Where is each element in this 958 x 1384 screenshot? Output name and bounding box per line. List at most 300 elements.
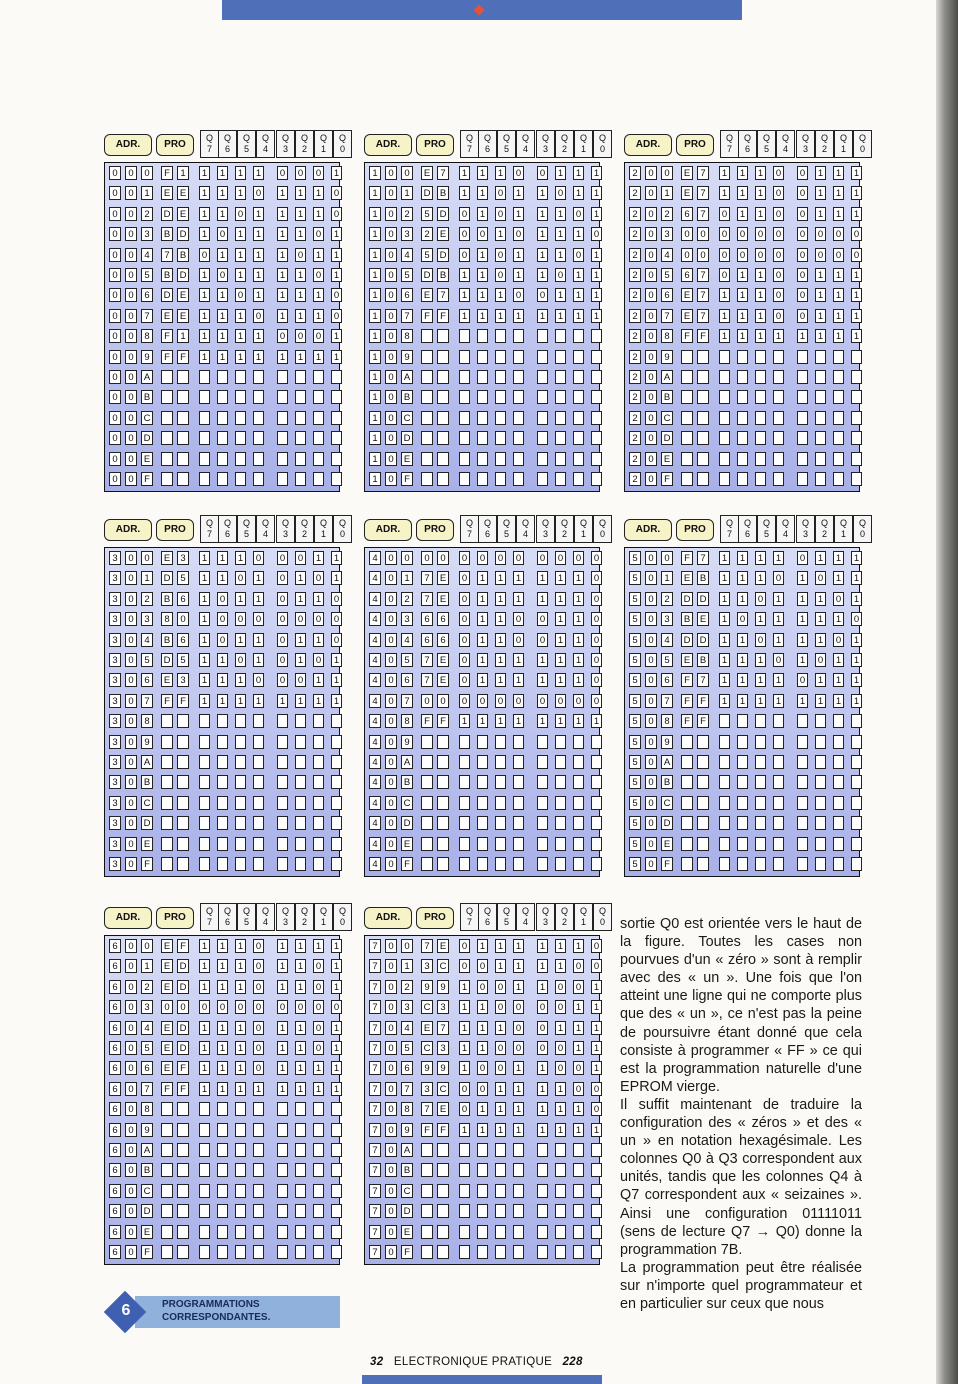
table-row xyxy=(365,978,599,998)
q-index: 0 xyxy=(859,144,865,154)
q-letter: Q xyxy=(839,133,847,143)
bit-cell xyxy=(719,857,730,871)
bit-cell xyxy=(833,755,844,769)
hex-cell xyxy=(177,857,189,871)
bit-cell: 1 xyxy=(737,207,748,221)
bit-cell: 0 xyxy=(851,227,862,241)
bit-cell: 1 xyxy=(235,980,246,994)
pro-label: PRO xyxy=(416,134,454,156)
bit-cell: 1 xyxy=(537,939,548,953)
hex-cell xyxy=(421,350,433,364)
table-header xyxy=(100,515,346,545)
bit-cell: 1 xyxy=(537,1082,548,1096)
bit-cell: 0 xyxy=(591,227,602,241)
hex-cell xyxy=(177,1102,189,1116)
q-column-header xyxy=(815,130,834,158)
bit-cell: 1 xyxy=(253,248,264,262)
bit-cell xyxy=(833,452,844,466)
address-cell: 3 xyxy=(109,775,121,789)
bit-cell xyxy=(513,1184,524,1198)
address-cell: 0 xyxy=(661,166,673,180)
bit-cell: 1 xyxy=(851,551,862,565)
bit-cell: 0 xyxy=(719,248,730,262)
address-cell: B xyxy=(141,390,153,404)
address-cell: 0 xyxy=(109,207,121,221)
address-cell: 2 xyxy=(629,227,641,241)
hex-cell xyxy=(681,735,693,749)
bit-cell: 0 xyxy=(313,268,324,282)
bit-cell: 1 xyxy=(737,673,748,687)
bit-cell: 0 xyxy=(797,673,808,687)
address-cell: 3 xyxy=(109,673,121,687)
address-cell: 0 xyxy=(385,980,397,994)
table-row xyxy=(105,205,339,225)
bit-cell xyxy=(235,1163,246,1177)
bit-cell: 1 xyxy=(277,1082,288,1096)
bit-cell: 1 xyxy=(573,633,584,647)
hex-cell xyxy=(437,370,449,384)
bit-cell: 1 xyxy=(477,207,488,221)
hex-cell: E xyxy=(437,1102,449,1116)
address-cell: 0 xyxy=(125,268,137,282)
hex-cell: 6 xyxy=(421,633,433,647)
bit-cell xyxy=(235,390,246,404)
bit-cell: 1 xyxy=(477,939,488,953)
table-row xyxy=(365,307,599,327)
bit-cell: 1 xyxy=(199,612,210,626)
bit-cell: 1 xyxy=(537,207,548,221)
table-row xyxy=(365,773,599,793)
bit-cell: 1 xyxy=(833,329,844,343)
bit-cell: 1 xyxy=(833,207,844,221)
table-row xyxy=(625,733,859,753)
address-cell: 7 xyxy=(369,1102,381,1116)
bit-cell xyxy=(253,1102,264,1116)
table-row xyxy=(105,164,339,184)
bit-cell xyxy=(555,472,566,486)
hex-cell xyxy=(437,472,449,486)
bit-cell: 0 xyxy=(199,1000,210,1014)
address-cell: 0 xyxy=(385,329,397,343)
bit-cell xyxy=(591,857,602,871)
bit-cell: 1 xyxy=(537,571,548,585)
bit-cell xyxy=(295,1143,306,1157)
bit-cell xyxy=(573,1225,584,1239)
hex-cell: 0 xyxy=(177,1000,189,1014)
bit-cell: 1 xyxy=(253,268,264,282)
bit-cell xyxy=(253,452,264,466)
hex-cell xyxy=(697,816,709,830)
bit-cell xyxy=(277,1163,288,1177)
bit-cell: 1 xyxy=(797,694,808,708)
address-cell: B xyxy=(661,390,673,404)
hex-cell: D xyxy=(161,207,173,221)
bit-cell xyxy=(815,735,826,749)
bit-cell xyxy=(591,411,602,425)
bit-cell: 0 xyxy=(277,166,288,180)
bit-cell: 1 xyxy=(313,694,324,708)
bit-cell: 0 xyxy=(591,673,602,687)
q-index: 5 xyxy=(763,144,769,154)
hex-cell: E xyxy=(161,673,173,687)
bit-cell xyxy=(851,857,862,871)
bit-cell: 1 xyxy=(555,633,566,647)
address-cell: 5 xyxy=(629,735,641,749)
table-row xyxy=(625,368,859,388)
table-row xyxy=(365,1243,599,1263)
address-cell: 7 xyxy=(661,309,673,323)
address-cell: 1 xyxy=(369,390,381,404)
address-cell: 0 xyxy=(125,694,137,708)
table-row xyxy=(365,1141,599,1161)
table-row xyxy=(105,1243,339,1263)
page-number: 32 xyxy=(370,1356,384,1368)
address-cell: 5 xyxy=(629,673,641,687)
q-index: 7 xyxy=(206,144,212,154)
bit-cell xyxy=(199,796,210,810)
q-index: 2 xyxy=(301,144,307,154)
address-cell: 4 xyxy=(369,714,381,728)
hex-cell: 7 xyxy=(697,551,709,565)
q-column-header xyxy=(555,130,574,158)
hex-cell: E xyxy=(161,939,173,953)
bit-cell xyxy=(755,857,766,871)
hex-cell: E xyxy=(437,571,449,585)
hex-cell xyxy=(437,837,449,851)
bit-cell: 1 xyxy=(815,207,826,221)
bit-cell xyxy=(295,714,306,728)
bit-cell xyxy=(797,431,808,445)
address-cell: 8 xyxy=(141,329,153,343)
bit-cell: 1 xyxy=(295,288,306,302)
hex-cell: 7 xyxy=(421,939,433,953)
bit-cell xyxy=(313,714,324,728)
hex-cell xyxy=(161,1225,173,1239)
hex-cell: E xyxy=(437,653,449,667)
bit-cell: 1 xyxy=(235,329,246,343)
address-cell: 7 xyxy=(369,1184,381,1198)
hex-cell: E xyxy=(681,653,693,667)
bit-cell: 1 xyxy=(477,1123,488,1137)
bit-cell xyxy=(737,452,748,466)
bit-cell xyxy=(755,775,766,789)
address-cell: 4 xyxy=(661,633,673,647)
bit-cell: 0 xyxy=(235,653,246,667)
q-index: 6 xyxy=(224,917,230,927)
address-cell: 5 xyxy=(629,775,641,789)
q-column-header xyxy=(314,130,333,158)
bit-cell: 1 xyxy=(591,248,602,262)
bit-cell xyxy=(755,411,766,425)
address-cell: 3 xyxy=(401,227,413,241)
bit-cell xyxy=(555,796,566,810)
table-grid xyxy=(104,547,340,877)
bit-cell xyxy=(199,1245,210,1259)
bit-cell xyxy=(277,452,288,466)
hex-cell: 3 xyxy=(421,1082,433,1096)
address-cell: 8 xyxy=(141,1102,153,1116)
address-cell: 3 xyxy=(109,633,121,647)
bit-cell xyxy=(719,350,730,364)
bit-cell: 1 xyxy=(217,694,228,708)
address-cell: 0 xyxy=(385,411,397,425)
bit-cell xyxy=(815,714,826,728)
bit-cell xyxy=(719,714,730,728)
address-cell: 5 xyxy=(629,755,641,769)
table-row xyxy=(105,855,339,875)
bit-cell xyxy=(235,1184,246,1198)
hex-cell xyxy=(161,1143,173,1157)
bit-cell: 0 xyxy=(331,288,342,302)
bit-cell xyxy=(797,411,808,425)
address-cell: 3 xyxy=(141,1000,153,1014)
hex-cell: C xyxy=(437,1082,449,1096)
bit-cell xyxy=(477,775,488,789)
bit-cell xyxy=(235,755,246,769)
hex-cell: E xyxy=(161,980,173,994)
bit-cell: 0 xyxy=(459,939,470,953)
bit-cell: 1 xyxy=(573,227,584,241)
bit-cell: 0 xyxy=(815,653,826,667)
q-letter: Q xyxy=(338,133,346,143)
bit-cell: 0 xyxy=(495,186,506,200)
bit-cell: 0 xyxy=(495,694,506,708)
hex-cell xyxy=(437,796,449,810)
q-column-header xyxy=(834,515,853,543)
bit-cell: 0 xyxy=(555,551,566,565)
bit-cell: 0 xyxy=(277,571,288,585)
q-index: 5 xyxy=(243,144,249,154)
q-column-header xyxy=(796,515,815,543)
hex-cell: F xyxy=(421,714,433,728)
bit-cell xyxy=(199,714,210,728)
q-letter: Q xyxy=(801,518,809,528)
bit-cell xyxy=(737,837,748,851)
address-cell: 0 xyxy=(645,551,657,565)
bit-cell xyxy=(331,796,342,810)
hex-cell: E xyxy=(161,186,173,200)
address-cell: 0 xyxy=(385,1163,397,1177)
q-column-header xyxy=(574,130,593,158)
q-column-header xyxy=(738,515,757,543)
address-cell: 0 xyxy=(109,472,121,486)
bit-cell: 1 xyxy=(513,1102,524,1116)
bit-cell xyxy=(797,390,808,404)
table-block xyxy=(620,515,866,877)
hex-cell: 0 xyxy=(681,248,693,262)
bit-cell: 1 xyxy=(555,248,566,262)
bit-cell xyxy=(199,1143,210,1157)
address-cell: 5 xyxy=(629,837,641,851)
bit-cell xyxy=(797,472,808,486)
bit-cell xyxy=(513,1225,524,1239)
address-cell: 6 xyxy=(109,1082,121,1096)
bit-cell: 1 xyxy=(217,551,228,565)
hex-cell xyxy=(697,857,709,871)
table-row xyxy=(365,450,599,470)
bit-cell: 1 xyxy=(513,1061,524,1075)
bit-cell: 0 xyxy=(591,694,602,708)
address-cell: 0 xyxy=(125,1204,137,1218)
bit-cell xyxy=(573,452,584,466)
address-cell: 6 xyxy=(109,1041,121,1055)
q-letter: Q xyxy=(242,133,250,143)
bit-cell xyxy=(199,735,210,749)
bit-cell: 1 xyxy=(833,309,844,323)
hex-cell xyxy=(697,472,709,486)
bit-cell xyxy=(217,1184,228,1198)
address-cell: 0 xyxy=(125,612,137,626)
table-row xyxy=(105,409,339,429)
address-cell: F xyxy=(141,1245,153,1259)
bit-cell: 1 xyxy=(217,939,228,953)
bit-cell xyxy=(295,1102,306,1116)
table-row xyxy=(105,692,339,712)
address-cell: 3 xyxy=(109,816,121,830)
bit-cell xyxy=(513,329,524,343)
bit-cell: 1 xyxy=(331,653,342,667)
address-cell: 5 xyxy=(629,714,641,728)
address-cell: 6 xyxy=(109,1061,121,1075)
address-cell: 0 xyxy=(645,390,657,404)
hex-cell: 5 xyxy=(177,653,189,667)
address-cell: 4 xyxy=(401,248,413,262)
hex-cell: 6 xyxy=(437,633,449,647)
diamond-ornament xyxy=(473,4,484,15)
bit-cell: 1 xyxy=(555,166,566,180)
address-cell: 4 xyxy=(369,633,381,647)
bit-cell xyxy=(773,472,784,486)
hex-cell: 6 xyxy=(681,207,693,221)
bit-cell xyxy=(797,714,808,728)
bit-cell: 1 xyxy=(295,694,306,708)
hex-cell xyxy=(421,452,433,466)
bit-cell: 0 xyxy=(573,207,584,221)
address-cell: 7 xyxy=(369,1163,381,1177)
bit-cell xyxy=(755,735,766,749)
bit-cell xyxy=(313,431,324,445)
bit-cell: 1 xyxy=(737,268,748,282)
bit-cell: 1 xyxy=(313,592,324,606)
table-row xyxy=(105,835,339,855)
hex-cell: 6 xyxy=(177,633,189,647)
q-letter: Q xyxy=(281,133,289,143)
hex-cell xyxy=(681,390,693,404)
address-cell: 1 xyxy=(369,166,381,180)
bit-cell xyxy=(555,755,566,769)
bit-cell xyxy=(573,431,584,445)
q-letter: Q xyxy=(560,518,568,528)
address-cell: 1 xyxy=(369,288,381,302)
q-index: 1 xyxy=(320,144,326,154)
q-index: 1 xyxy=(580,917,586,927)
bit-cell: 1 xyxy=(235,633,246,647)
hex-cell xyxy=(697,431,709,445)
q-letter: Q xyxy=(483,133,491,143)
bit-cell xyxy=(833,796,844,810)
hex-cell xyxy=(161,1204,173,1218)
table-row xyxy=(365,753,599,773)
bit-cell: 1 xyxy=(719,592,730,606)
bit-cell: 1 xyxy=(199,980,210,994)
hex-cell: B xyxy=(161,633,173,647)
hex-cell xyxy=(177,1163,189,1177)
bit-cell xyxy=(555,1245,566,1259)
hex-cell xyxy=(437,775,449,789)
address-cell: 0 xyxy=(385,227,397,241)
bit-cell xyxy=(495,472,506,486)
hex-cell xyxy=(437,1204,449,1218)
bit-cell: 1 xyxy=(537,268,548,282)
bit-cell: 1 xyxy=(833,166,844,180)
bit-cell: 1 xyxy=(459,288,470,302)
table-row xyxy=(105,957,339,977)
address-cell: 0 xyxy=(645,755,657,769)
q-letter: Q xyxy=(281,518,289,528)
q-letter: Q xyxy=(465,518,473,528)
address-cell: 2 xyxy=(629,472,641,486)
bit-cell: 0 xyxy=(773,288,784,302)
bit-cell xyxy=(199,1204,210,1218)
address-cell: E xyxy=(141,837,153,851)
bit-cell: 1 xyxy=(555,227,566,241)
address-cell: 0 xyxy=(125,370,137,384)
q-index: 0 xyxy=(339,917,345,927)
q-letter: Q xyxy=(300,518,308,528)
q-letter: Q xyxy=(261,906,269,916)
pro-label: PRO xyxy=(676,519,714,541)
bit-cell: 1 xyxy=(755,551,766,565)
bit-cell: 0 xyxy=(555,1061,566,1075)
table-row xyxy=(365,225,599,245)
bit-cell xyxy=(537,1184,548,1198)
table-row xyxy=(105,307,339,327)
bit-cell: 1 xyxy=(797,653,808,667)
bit-cell: 1 xyxy=(295,939,306,953)
bit-cell: 0 xyxy=(277,551,288,565)
bit-cell xyxy=(459,1245,470,1259)
hex-cell: C xyxy=(437,959,449,973)
hex-cell: E xyxy=(437,673,449,687)
address-cell: 0 xyxy=(125,1041,137,1055)
bit-cell xyxy=(815,837,826,851)
hex-cell xyxy=(177,775,189,789)
address-cell: B xyxy=(401,390,413,404)
q-column-header xyxy=(497,130,516,158)
bit-cell: 0 xyxy=(459,1082,470,1096)
q-column-header xyxy=(738,130,757,158)
bit-cell xyxy=(591,1245,602,1259)
bit-cell: 1 xyxy=(737,571,748,585)
bit-cell xyxy=(797,775,808,789)
bit-cell: 0 xyxy=(719,268,730,282)
hex-cell: 7 xyxy=(697,186,709,200)
bit-cell xyxy=(495,857,506,871)
bit-cell xyxy=(773,452,784,466)
q-index: 2 xyxy=(561,917,567,927)
bit-cell: 1 xyxy=(851,288,862,302)
bit-cell: 1 xyxy=(331,959,342,973)
address-cell: 0 xyxy=(125,1123,137,1137)
bit-cell: 1 xyxy=(199,186,210,200)
hex-cell: F xyxy=(177,939,189,953)
bit-cell: 0 xyxy=(773,268,784,282)
bit-cell: 1 xyxy=(331,694,342,708)
bit-cell xyxy=(253,1225,264,1239)
bit-cell: 0 xyxy=(331,186,342,200)
bit-cell: 1 xyxy=(235,1021,246,1035)
bit-cell: 1 xyxy=(295,350,306,364)
